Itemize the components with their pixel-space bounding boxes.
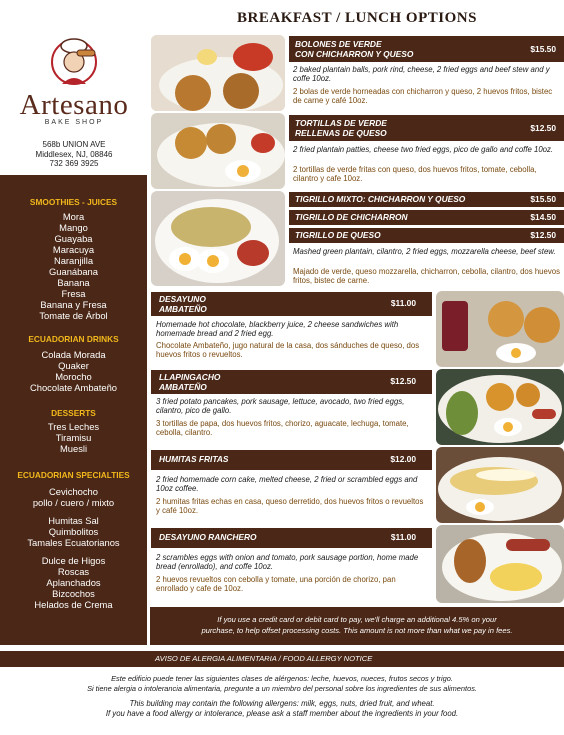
item-desc-es: 2 bolas de verde horneadas con chicharron y queso, 2 huevos fritos, bistec de carne y café 10oz.: [293, 87, 553, 105]
list-item: Naranjilla: [53, 255, 94, 266]
section-heading-drinks: ECUADORIAN DRINKS: [28, 334, 119, 344]
logo: [10, 32, 138, 126]
item-name: TIGRILLO DE CHICHARRON: [295, 212, 408, 222]
desserts-list: [0, 421, 147, 454]
specialties-list: [0, 486, 147, 610]
item-price: $15.50: [530, 194, 556, 204]
address-street: 568b UNION AVE: [42, 140, 106, 149]
item-name-line: LLAPINGACHO: [159, 372, 221, 382]
item-name: [159, 373, 220, 392]
item-desc-en: 3 fried potato pancakes, pork sausage, lettuce, avocado, two fried eggs, cilantro, pico de gallo.: [156, 397, 405, 415]
list-item: pollo / cuero / mixto: [32, 497, 115, 508]
sidebar-menu: [0, 175, 147, 645]
list-item: Mango: [59, 222, 88, 233]
item-desc-en: 2 fried homemade corn cake, melted cheese, 2 fried or scrambled eggs and 10oz coffee.: [156, 475, 418, 493]
item-desc-es: 2 humitas fritas echas en casa, queso derretido, dos huevos fritos o revueltos y café 10oz.: [156, 497, 424, 515]
list-item: Cevichocho: [49, 486, 98, 497]
item-name: TIGRILLO DE QUESO: [295, 230, 381, 240]
brand-name: Artesano: [19, 89, 129, 121]
brand-tagline: BAKE SHOP: [44, 119, 104, 126]
food-photo-icon: [436, 291, 564, 367]
list-item: Aplanchados: [46, 577, 101, 588]
list-item: Mora: [62, 211, 85, 222]
chef-logo-icon: [47, 32, 101, 86]
item-name-line: CON CHICHARRON Y QUESO: [295, 48, 414, 59]
item-name-line: BOLONES DE VERDE: [295, 39, 382, 49]
list-item: Muesli: [59, 443, 88, 454]
item-bar-tigrillo-queso: [289, 228, 564, 243]
section-heading-specialties: ECUADORIAN SPECIALTIES: [17, 470, 130, 480]
list-item: Tiramisu: [55, 432, 92, 443]
list-item: Quimbolitos: [48, 526, 99, 537]
card-fee-note: [150, 607, 564, 645]
food-photo-icon: [436, 369, 564, 445]
list-item: Guanábana: [48, 266, 98, 277]
item-desc-en: 2 fried plantain patties, cheese two fried eggs, pico de gallo and coffe 10oz.: [293, 145, 554, 154]
list-item: Morocho: [55, 371, 92, 382]
item-name-line: AMBATEÑO: [159, 381, 207, 392]
item-name: HUMITAS FRITAS: [159, 454, 229, 464]
list-item: Tamales Ecuatorianos: [27, 537, 120, 548]
item-desc-es: Chocolate Ambateño, jugo natural de la casa, dos sánduches de queso, dos huevos fritos o revueltos.: [156, 341, 420, 359]
item-name: [295, 40, 413, 59]
tigrillo-photo: [151, 191, 285, 286]
item-name: TIGRILLO MIXTO: CHICHARRON Y QUESO: [295, 194, 466, 204]
food-photo-icon: [151, 191, 285, 286]
food-photo-icon: [436, 447, 564, 523]
section-heading-desserts: DESSERTS: [51, 408, 96, 418]
tortillas-photo: [151, 113, 285, 189]
food-photo-icon: [151, 35, 285, 111]
item-price: $12.50: [530, 123, 556, 133]
item-bar-tigrillo-mixto: [289, 192, 564, 207]
drinks-list: [0, 349, 147, 393]
footer-line: Este edificio puede tener las siguientes clases de alérgenos: leche, huevos, nueces, frutos secos y trigo.: [111, 674, 453, 683]
address-phone: 732 369 3925: [49, 159, 99, 168]
item-desc-en: Homemade hot chocolate, blackberry juice, 2 cheese sandwiches with homemade bread and 2 fried egg.: [156, 320, 399, 338]
item-desc-es: 2 huevos revueltos con cebolla y tomate, una porción de chorizo, pan enrollado y cafe de 10oz.: [156, 575, 396, 593]
list-item: Bizcochos: [52, 588, 95, 599]
list-item: Chocolate Ambateño: [29, 382, 118, 393]
card-fee-line: If you use a credit card or debit card to pay, we'll charge an additional 4.5% on your: [217, 615, 497, 624]
list-item: Guayaba: [54, 233, 93, 244]
list-item: Maracuya: [52, 244, 95, 255]
allergy-notice-bar: [0, 651, 564, 667]
card-fee-line: purchase, to help offset processing costs. This amount is not more than what we pay in fees.: [201, 626, 513, 635]
address-block: [10, 140, 138, 169]
item-desc-en: 2 baked plantain balls, pork rind, cheese, 2 fried eggs and beef stew and y coffe 10oz.: [293, 65, 550, 83]
allergy-text-en: [0, 699, 564, 718]
item-name: [295, 119, 387, 138]
section-heading-smoothies: SMOOTHIES - JUICES: [29, 197, 118, 207]
item-desc-en: Mashed green plantain, cilantro, 2 fried eggs, mozzarella cheese, beef stew.: [293, 247, 556, 256]
item-bar-ranchero: [151, 528, 432, 548]
list-item: Humitas Sal: [48, 515, 99, 526]
item-name: [159, 295, 207, 314]
allergy-notice-title: AVISO DE ALERGIA ALIMENTARIA / FOOD ALLERGY NOTICE: [155, 654, 373, 663]
item-price: $15.50: [530, 44, 556, 54]
list-item: Banana y Fresa: [40, 299, 107, 310]
item-price: $12.50: [530, 230, 556, 240]
page-title: BREAKFAST / LUNCH OPTIONS: [237, 10, 477, 26]
bolones-photo: [151, 35, 285, 111]
ranchero-photo: [436, 525, 564, 603]
list-item: Roscas: [57, 566, 90, 577]
item-desc-es: 2 tortillas de verde fritas con queso, dos huevos fritos, tomate, cebolla, cilantro y cafe 10oz.: [293, 165, 537, 183]
item-name-line: RELLENAS DE QUESO: [295, 127, 387, 138]
item-desc-es: 3 tortillas de papa, dos huevos fritos, chorizo, aguacate, lechuga, tomate, cebolla, cilantro.: [156, 419, 409, 437]
item-bar-humitas: [151, 450, 432, 470]
item-desc-es: Majado de verde, queso mozzarella, chicharron, cebolla, cilantro, dos huevos fritos, bistec de carne.: [293, 267, 560, 285]
list-item: Dulce de Higos: [41, 555, 106, 566]
footer-line: Si tiene alergia o intolerancia alimentaria, pregunte a un miembro del personal sobre los ingredientes de sus alimentos.: [87, 683, 477, 693]
humitas-photo: [436, 447, 564, 523]
food-photo-icon: [151, 113, 285, 189]
allergy-text-es: [0, 674, 564, 693]
list-item: Colada Morada: [41, 349, 106, 360]
address-city: Middlesex, NJ, 08846: [35, 149, 113, 159]
item-bar-bolones: [289, 36, 564, 62]
list-item: Quaker: [58, 360, 89, 371]
footer-line: This building may contain the following allergens: milk, eggs, nuts, dried fruit, and wheat.: [129, 699, 435, 708]
item-name-line: AMBATEÑO: [159, 303, 207, 314]
list-item: Banana: [57, 277, 90, 288]
llapingacho-photo: [436, 369, 564, 445]
list-item: Tres Leches: [47, 421, 100, 432]
item-name: DESAYUNO RANCHERO: [159, 532, 257, 542]
smoothies-list: [0, 211, 147, 321]
item-desc-en: 2 scrambles eggs with onion and tomato, pork sausage portion, home made bread (enrollado), and coffe 10oz.: [156, 553, 419, 571]
item-bar-llapingacho: [151, 370, 432, 394]
item-bar-desayuno-ambateno: [151, 292, 432, 316]
list-item: Helados de Crema: [34, 599, 113, 610]
item-price: $12.00: [390, 454, 416, 464]
list-item: Tomate de Árbol: [39, 310, 108, 321]
food-photo-icon: [436, 525, 564, 603]
item-bar-tigrillo-chicharron: [289, 210, 564, 225]
item-price: $14.50: [530, 212, 556, 222]
item-price: $11.00: [390, 298, 416, 308]
item-bar-tortillas: [289, 115, 564, 141]
list-item: Fresa: [61, 288, 86, 299]
item-price: $12.50: [390, 376, 416, 386]
item-name-line: TORTILLAS DE VERDE: [295, 118, 387, 128]
item-name-line: DESAYUNO: [159, 294, 206, 304]
footer-line: If you have a food allergy or intolerance, please ask a staff member about the ingredients in your food.: [105, 708, 459, 718]
item-price: $11.00: [390, 532, 416, 542]
ambateno-photo: [436, 291, 564, 367]
